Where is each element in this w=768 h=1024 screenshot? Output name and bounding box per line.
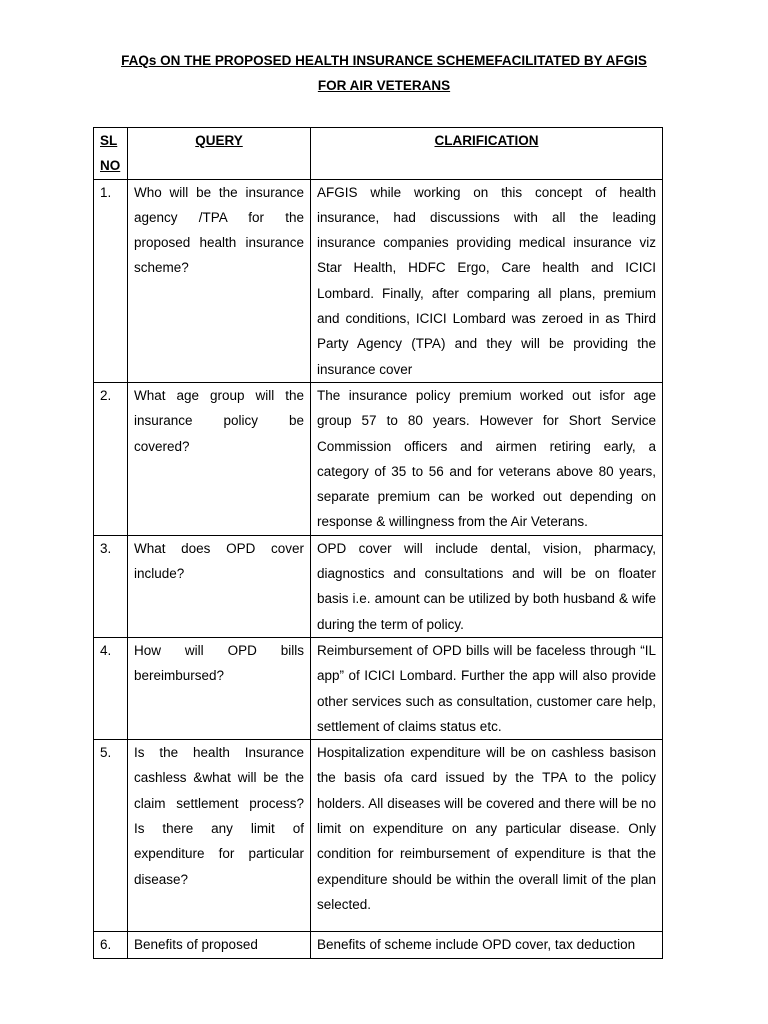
- table-row: [94, 382, 663, 535]
- row-sl-number: 4.: [94, 637, 128, 739]
- row-clarification: OPD cover will include dental, vision, pharmacy, diagnostics and consultations and will be on floater basis i.e. amount can be utilized by both husband & wife during the term of policy.: [311, 535, 663, 637]
- table-row: [94, 740, 663, 932]
- faq-table: [93, 127, 663, 959]
- table-row: [94, 179, 663, 382]
- row-clarification: Hospitalization expenditure will be on cashless basison the basis ofa card issued by the TPA to the policy holders. All diseases will be covered and there will be no limit on expenditure on any particular disease. Only condition for reimbursement of expenditure is that the expenditure should be within the overall limit of the plan selected.: [311, 740, 663, 932]
- row-clarification: AFGIS while working on this concept of health insurance, had discussions with all the leading insurance companies providing medical insurance viz Star Health, HDFC Ergo, Care health and ICICI Lombard. Finally, after comparing all plans, premium and conditions, ICICI Lombard was zeroed in as Third Party Agency (TPA) and they will be providing the insurance cover: [311, 179, 663, 382]
- table-row: [94, 637, 663, 739]
- row-sl-number: 2.: [94, 382, 128, 535]
- row-query: Benefits of proposed: [128, 932, 311, 958]
- document-title-line-1: FAQs ON THE PROPOSED HEALTH INSURANCE SCHEMEFACILITATED BY AFGIS: [121, 53, 647, 68]
- row-query: Is the health Insurance cashless &what will be the claim settlement process? Is there any limit of expenditure for particular disease?: [128, 740, 311, 932]
- row-query: Who will be the insurance agency /TPA for the proposed health insurance scheme?: [128, 179, 311, 382]
- row-clarification: The insurance policy premium worked out isfor age group 57 to 80 years. However for Short Service Commission officers and airmen retiring early, a category of 35 to 56 and for veterans above 80 years, separate premium can be worked out depending on response & willingness from the Air Veterans.: [311, 382, 663, 535]
- row-clarification: Reimbursement of OPD bills will be faceless through “IL app” of ICICI Lombard. Further the app will also provide other services such as consultation, customer care help, settlement of claims status etc.: [311, 637, 663, 739]
- row-query: How will OPD bills bereimbursed?: [128, 637, 311, 739]
- table-header-row: [94, 128, 663, 180]
- row-clarification: Benefits of scheme include OPD cover, tax deduction: [311, 932, 663, 958]
- row-query: What age group will the insurance policy be covered?: [128, 382, 311, 535]
- row-sl-number: 6.: [94, 932, 128, 958]
- row-sl-number: 5.: [94, 740, 128, 932]
- row-query: What does OPD cover include?: [128, 535, 311, 637]
- row-sl-number: 1.: [94, 179, 128, 382]
- column-header-query: QUERY: [128, 128, 311, 180]
- table-row: [94, 535, 663, 637]
- row-sl-number: 3.: [94, 535, 128, 637]
- document-title-line-2: FOR AIR VETERANS: [317, 78, 451, 93]
- table-row: [94, 932, 663, 958]
- column-header-clarification: CLARIFICATION: [311, 128, 663, 180]
- column-header-sl-no: SL NO: [94, 128, 128, 180]
